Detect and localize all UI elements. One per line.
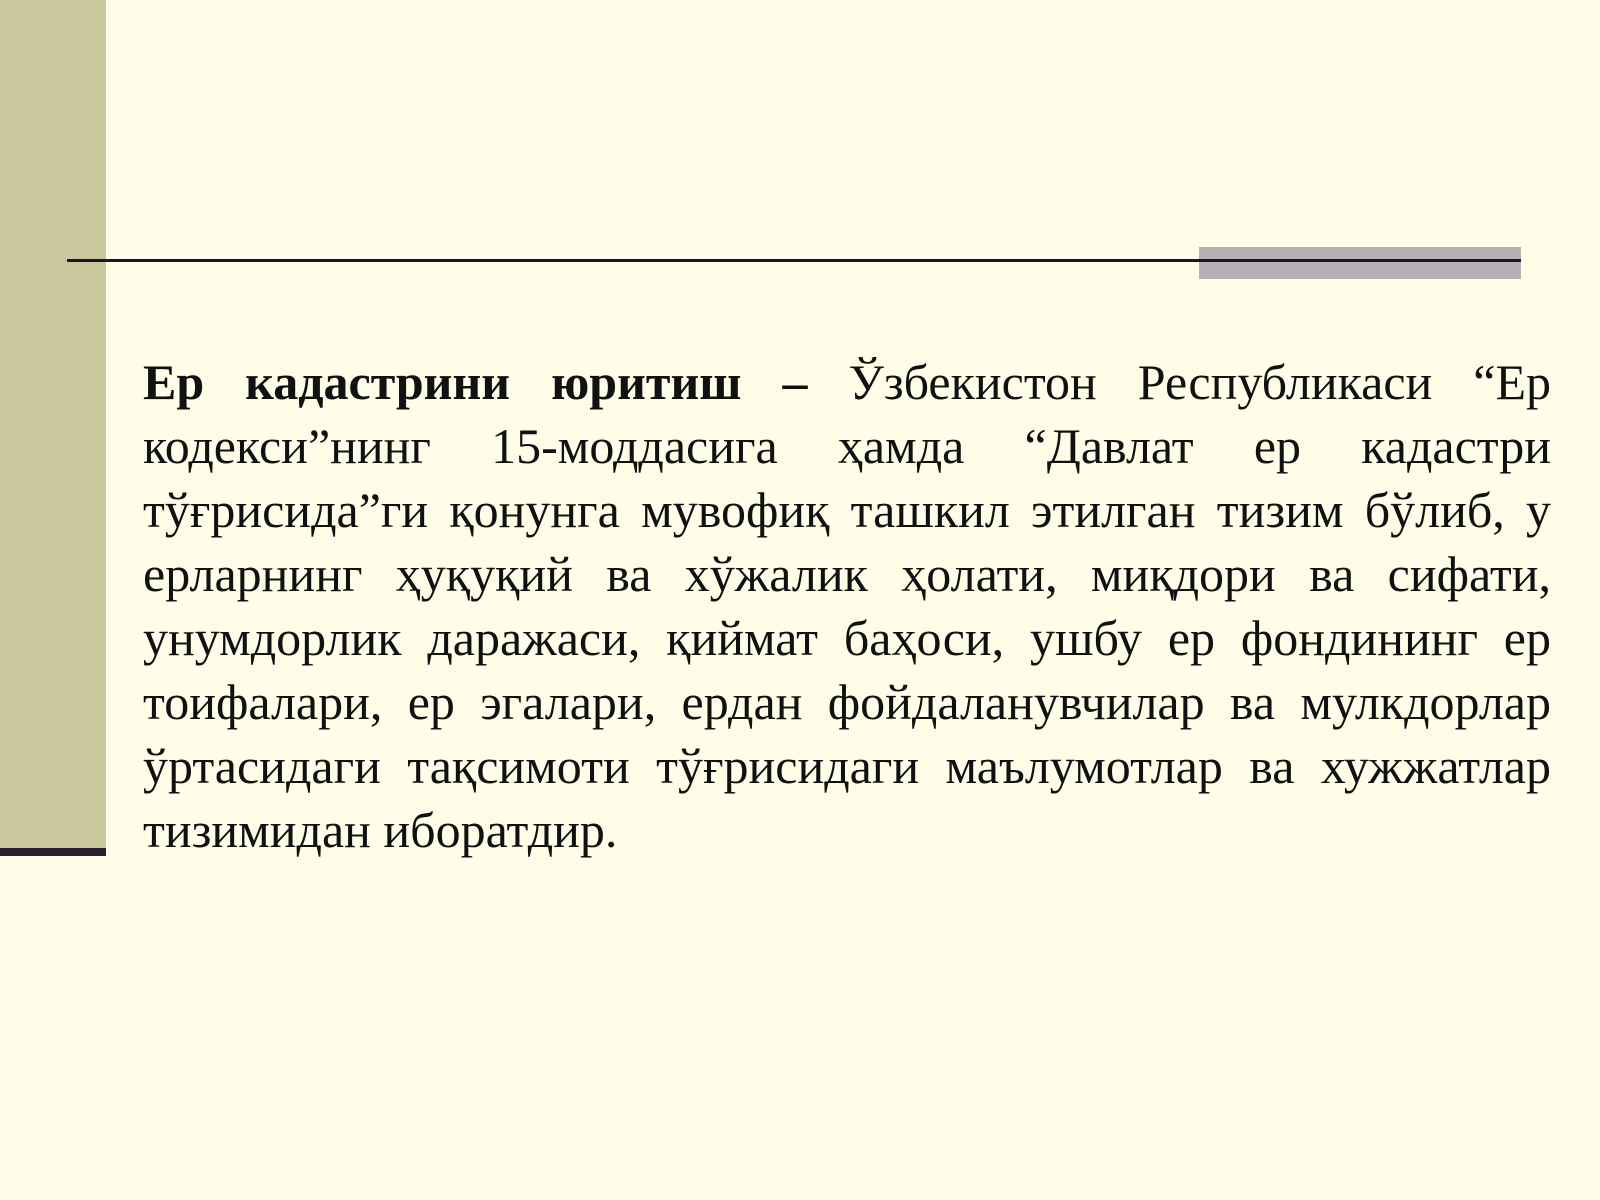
slide-body-paragraph: [143, 350, 1551, 862]
title-divider-line: [67, 259, 1521, 262]
definition-term: Ер кадастрини юритиш –: [143, 354, 808, 410]
left-decorative-bar: [0, 0, 106, 848]
left-bar-base-line: [0, 848, 106, 856]
definition-text: Ўзбекистон Республикаси “Ер кодекси”нинг 15-моддасига ҳамда “Давлат ер кадастри тўғрисида”ги қонунга мувофиқ ташкил этилган тизим бўлиб, у ерларнинг ҳуқуқий ва хўжалик ҳолати, миқдори ва сифати, унумдорлик даражаси, қиймат баҳоси, ушбу ер фондининг ер тоифалари, ер эгалари, ердан фойдаланувчилар ва мулкдорлар ўртасидаги тақсимоти тўғрисидаги маълумотлар ва хужжатлар тизимидан иборатдир.: [143, 354, 1551, 858]
title-accent-block: [1199, 247, 1521, 279]
